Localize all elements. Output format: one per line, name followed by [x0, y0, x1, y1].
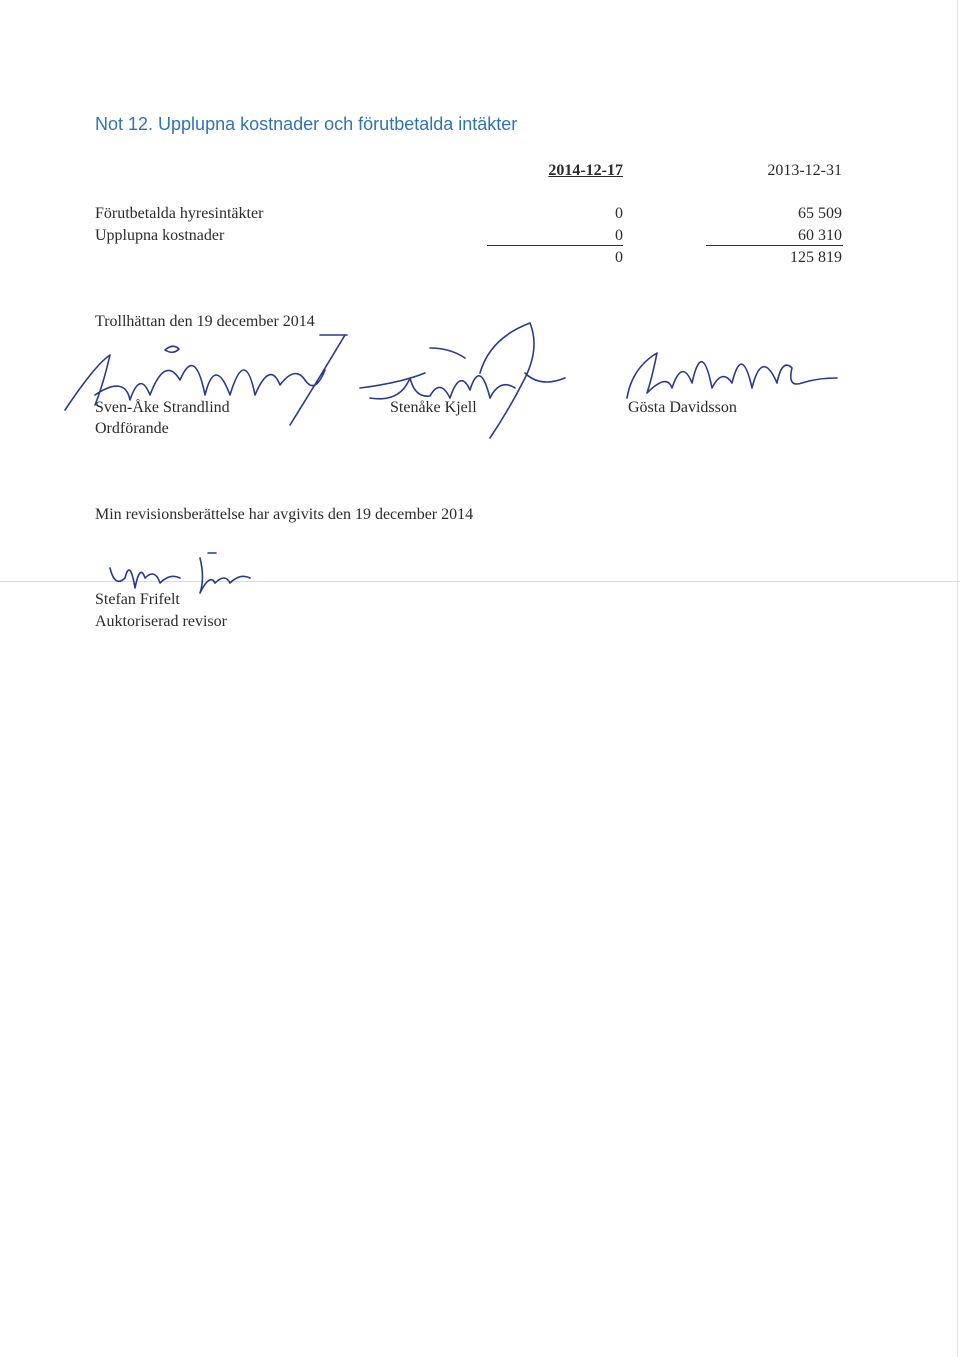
row-value-prepaid-rent-2014: 0: [615, 205, 623, 222]
place-date: Trollhättan den 19 december 2014: [95, 313, 315, 330]
row-value-accrued-costs-2013: 60 310: [798, 227, 842, 244]
signer-2-name: Stenåke Kjell: [390, 399, 477, 416]
signer-1-name: Sven-Åke Strandlind: [95, 399, 230, 416]
signer-1-role: Ordförande: [95, 420, 169, 437]
auditor-role: Auktoriserad revisor: [95, 613, 227, 630]
row-value-accrued-costs-2014: 0: [615, 227, 623, 244]
audit-statement: Min revisionsberättelse har avgivits den 19 december 2014: [95, 506, 474, 523]
signature-strandlind: [55, 325, 355, 435]
total-2013: 125 819: [790, 249, 842, 266]
scan-edge: [957, 0, 958, 1357]
sum-rule-2014: [487, 245, 623, 246]
signer-3-name: Gösta Davidsson: [628, 399, 737, 416]
auditor-name: Stefan Frifelt: [95, 591, 180, 608]
total-2014: 0: [615, 249, 623, 266]
row-label-prepaid-rent: Förutbetalda hyresintäkter: [95, 205, 264, 222]
column-header-2014: 2014-12-17: [548, 162, 623, 179]
row-label-accrued-costs: Upplupna kostnader: [95, 227, 225, 244]
column-header-2013: 2013-12-31: [767, 162, 842, 179]
signature-kjell: [340, 318, 580, 458]
note-title: Not 12. Upplupna kostnader och förutbetalda intäkter: [95, 114, 518, 134]
row-value-prepaid-rent-2013: 65 509: [798, 205, 842, 222]
sum-rule-2013: [706, 245, 843, 246]
